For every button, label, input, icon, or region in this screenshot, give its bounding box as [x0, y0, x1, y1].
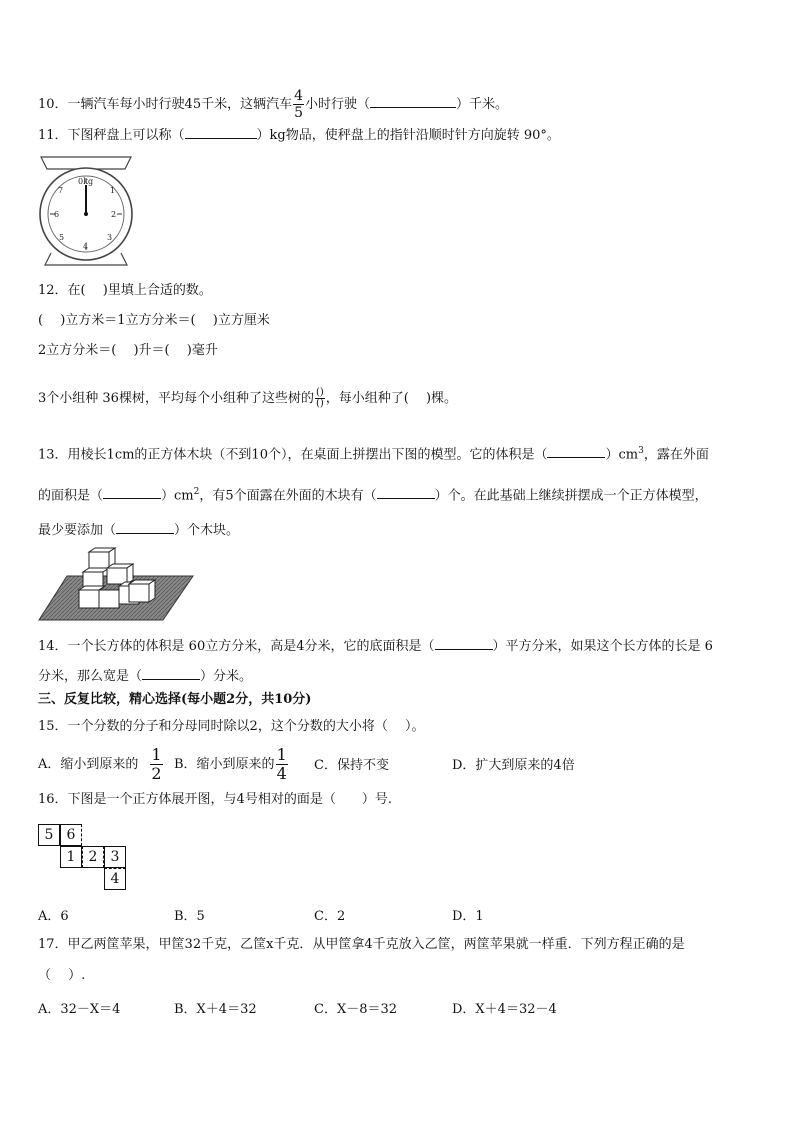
q14-l2-text-b: ）分米。 — [200, 669, 253, 684]
q15-a-num: 1 — [151, 745, 162, 764]
scale-num-1: 1 — [110, 186, 116, 195]
q13-add-blank[interactable] — [116, 519, 174, 534]
q10-text-c: ）千米。 — [456, 97, 509, 112]
net-face-1: 1 — [60, 846, 82, 868]
cube-net-figure — [38, 824, 138, 894]
q15-b-fraction — [276, 746, 288, 783]
q10-frac-denominator: 5 — [294, 105, 304, 121]
q14-width-blank[interactable] — [142, 665, 200, 680]
q13-l1-text-b: ）cm — [605, 447, 639, 463]
q14-area-blank[interactable] — [435, 635, 493, 650]
q12-line1: ( )立方米＝1立方分米＝( )立方厘米 — [38, 313, 270, 328]
q17-stem2: （ ）. — [38, 968, 86, 983]
q12-title: 12．在( )里填上合适的数。 — [38, 283, 212, 298]
q17-stem: 17．甲乙两筐苹果，甲筐32千克，乙筐x千克．从甲筐拿4千克放入乙筐，两筐苹果就一样重．下列方程正确的是 — [38, 937, 685, 952]
q13-l1-text-a: 13．用棱长1cm的正方体木块（不到10个），在桌面上拼摆出下图的模型。它的体积是（ — [38, 447, 548, 463]
cube-model-figure — [37, 546, 197, 622]
q16-option-b[interactable]: B．5 — [174, 909, 205, 924]
q17-option-c[interactable]: C．X－8＝32 — [314, 1002, 398, 1017]
q13-l2-sup: 2 — [193, 487, 200, 497]
q13-l3-text-a: 最少要添加（ — [38, 523, 117, 538]
scale-num-2: 2 — [111, 210, 117, 219]
q10-fraction — [293, 88, 304, 121]
q16-stem: 16．下图是一个正方体展开图，与4号相对的面是（ ）号. — [38, 792, 392, 807]
net-face-4: 4 — [104, 868, 126, 890]
q17-option-b[interactable]: B．X＋4＝32 — [174, 1002, 257, 1017]
q15-b-num: 1 — [276, 745, 287, 764]
q15-a-fraction — [150, 746, 162, 783]
q12-fraction — [315, 388, 325, 409]
scale-dial-figure — [37, 155, 137, 267]
q12-line3-text-b: ，每小组种了( )棵。 — [325, 391, 458, 406]
q10-line — [38, 88, 508, 121]
q11-text-b: ）kg物品，使秤盘上的指针沿顺时针方向旋转 90°。 — [256, 128, 560, 143]
q12-line3 — [38, 388, 457, 409]
q15-a-text: A．缩小到原来的 — [38, 757, 139, 772]
scale-num-7: 7 — [58, 186, 64, 195]
net-face-6: 6 — [60, 824, 82, 846]
net-face-3: 3 — [104, 846, 126, 868]
q11-text-a: 11．下图秤盘上可以称（ — [38, 128, 185, 143]
q15-option-a[interactable] — [38, 746, 164, 783]
q17-option-a[interactable]: A．32－X＝4 — [38, 1002, 121, 1017]
scale-num-3: 3 — [107, 233, 113, 242]
net-face-2: 2 — [82, 846, 104, 868]
q14-line2 — [38, 665, 252, 686]
scale-num-6: 6 — [54, 210, 60, 219]
q12-line3-text-a: 3个小组种 36棵树，平均每个小组种了这些树的 — [38, 391, 314, 406]
q13-l2-text-c: ，有5个面露在外面的木块有（ — [199, 488, 377, 504]
q10-frac-numerator: 4 — [294, 88, 304, 104]
q13-line1 — [38, 442, 709, 464]
q17-option-d[interactable]: D．X＋4＝32－4 — [452, 1002, 557, 1017]
q11-line — [38, 124, 560, 145]
q13-l2-text-b: ）cm — [161, 488, 194, 504]
q14-line1 — [38, 635, 713, 656]
q13-line3 — [38, 519, 239, 540]
q13-l1-text-c: ，露在外面 — [643, 447, 709, 463]
net-face-5: 5 — [38, 824, 60, 846]
q15-stem: 15．一个分数的分子和分母同时除以2，这个分数的大小将（ ）。 — [38, 719, 425, 734]
q16-option-d[interactable]: D．1 — [452, 909, 484, 924]
q15-option-b[interactable] — [174, 746, 289, 783]
q14-l1-text-a: 14．一个长方体的体积是 60立方分米，高是4分米，它的底面积是（ — [38, 639, 435, 654]
scale-num-5: 5 — [59, 233, 65, 242]
q12-frac-denominator: () — [315, 398, 324, 409]
q11-answer-blank[interactable] — [185, 124, 257, 139]
q13-l3-text-b: ）个木块。 — [174, 523, 240, 538]
q15-option-c[interactable]: C．保持不变 — [314, 758, 389, 773]
q12-line2: 2立方分米＝( )升＝( )毫升 — [38, 343, 218, 358]
q12-frac-numerator: () — [315, 387, 324, 398]
q13-area-blank[interactable] — [103, 484, 161, 499]
q15-a-den: 2 — [151, 764, 162, 783]
q15-option-d[interactable]: D．扩大到原来的4倍 — [452, 758, 575, 773]
q16-option-c[interactable]: C．2 — [314, 909, 346, 924]
q13-l2-text-a: 的面积是（ — [38, 488, 104, 504]
q15-b-text: B．缩小到原来的 — [174, 757, 275, 772]
q13-l1-sup: 3 — [638, 446, 644, 456]
q10-text-b: 小时行驶（ — [305, 97, 371, 112]
q14-l1-text-b: ）平方分米，如果这个长方体的长是 6 — [492, 639, 713, 654]
scale-top-label: 0kg — [78, 177, 94, 186]
scale-num-4: 4 — [83, 242, 89, 251]
q10-answer-blank[interactable] — [370, 93, 456, 108]
q15-b-den: 4 — [276, 764, 287, 783]
q13-l2-text-d: ）个。在此基础上继续拼摆成一个正方体模型， — [434, 488, 708, 504]
q10-text-a: 10．一辆汽车每小时行驶45千米，这辆汽车 — [38, 97, 293, 112]
q14-l2-text-a: 分米，那么宽是（ — [38, 669, 143, 684]
q13-count-blank[interactable] — [377, 484, 435, 499]
q13-volume-blank[interactable] — [547, 443, 605, 458]
section3-title: 三、反复比较，精心选择(每小题2分，共10分) — [38, 692, 312, 707]
q16-option-a[interactable]: A．6 — [38, 909, 69, 924]
q13-line2 — [38, 483, 708, 505]
